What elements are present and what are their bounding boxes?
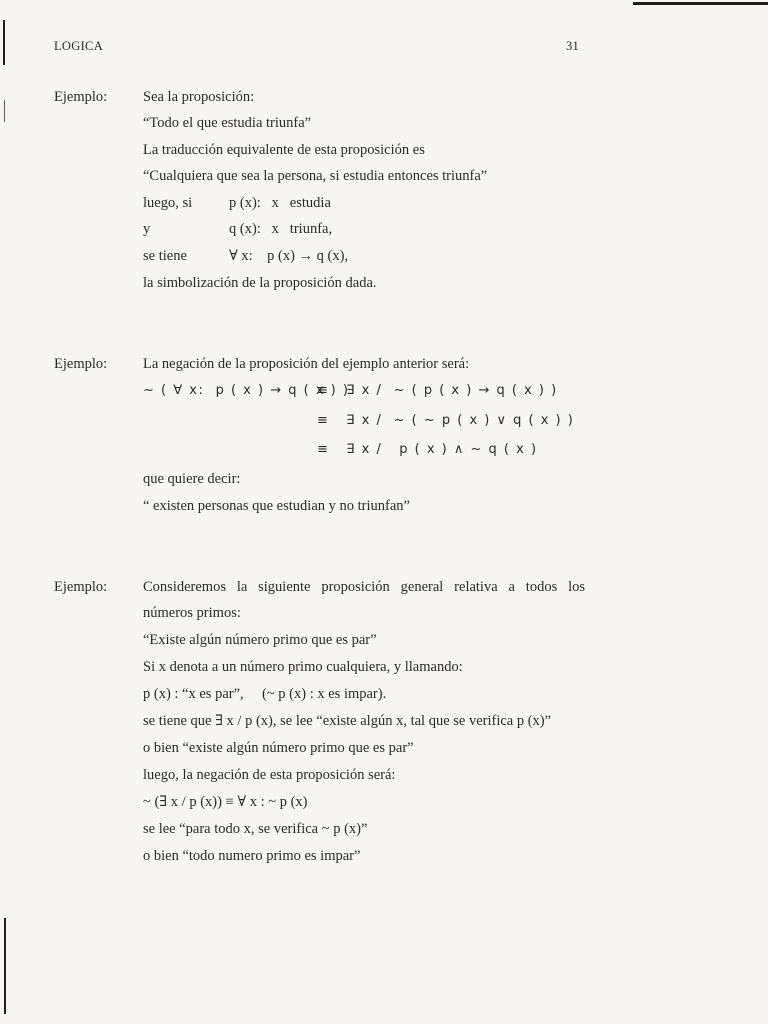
example-label: Ejemplo:	[54, 579, 108, 595]
text-line: se lee “para todo x, se verifica ~ p (x)”	[143, 821, 368, 837]
formula: ≡ ∃ x / p ( x ) ∧ ~ q ( x )	[317, 442, 538, 457]
text-line: Consideremos la siguiente proposición general relativa a todos los	[143, 579, 585, 595]
scan-left-mark	[4, 100, 5, 122]
running-header: LOGICA	[54, 39, 104, 53]
formula: ∀ x: p (x) → q (x),	[229, 248, 349, 264]
text-line: p (x) : “x es par”,	[143, 686, 244, 702]
page-number: 31	[566, 39, 580, 53]
scan-left-mark	[4, 918, 6, 1014]
text-line: o bien “existe algún número primo que es par”	[143, 740, 414, 756]
text-line: (~ p (x) : x es impar).	[262, 686, 387, 702]
text-line: o bien “todo numero primo es impar”	[143, 848, 361, 864]
text-line: “Todo el que estudia triunfa”	[143, 115, 312, 131]
scan-top-rule	[633, 2, 768, 5]
text-line: luego, si	[143, 195, 193, 211]
formula: p (x): x estudia	[229, 195, 331, 211]
scan-left-mark	[3, 20, 5, 65]
text-line: “Cualquiera que sea la persona, si estudia entonces triunfa”	[143, 168, 488, 184]
text-line: Sea la proposición:	[143, 89, 255, 105]
text-line: y	[143, 221, 151, 237]
text-line: Si x denota a un número primo cualquiera, y llamando:	[143, 659, 463, 675]
text-line: la simbolización de la proposición dada.	[143, 275, 377, 291]
formula: ≡ ∃ x / ~ ( p ( x ) → q ( x ) )	[317, 383, 558, 398]
formula: ~ (∃ x / p (x)) ≡ ∀ x : ~ p (x)	[143, 794, 308, 810]
example-label: Ejemplo:	[54, 356, 108, 372]
text-line: se tiene	[143, 248, 187, 264]
example-label: Ejemplo:	[54, 89, 108, 105]
text-line: se tiene que ∃ x / p (x), se lee “existe algún x, tal que se verifica p (x)”	[143, 713, 552, 729]
text-line: “Existe algún número primo que es par”	[143, 632, 377, 648]
text-line: “ existen personas que estudian y no triunfan”	[143, 498, 410, 514]
formula: ~ ( ∀ x: p ( x ) → q ( x ) )	[143, 383, 350, 398]
formula: ≡ ∃ x / ~ ( ~ p ( x ) ∨ q ( x ) )	[317, 413, 575, 428]
text-line: números primos:	[143, 605, 241, 621]
formula: q (x): x triunfa,	[229, 221, 333, 237]
text-line: La traducción equivalente de esta proposición es	[143, 142, 425, 158]
text-line: La negación de la proposición del ejemplo anterior será:	[143, 356, 470, 372]
text-line: luego, la negación de esta proposición será:	[143, 767, 396, 783]
text-line: que quiere decir:	[143, 471, 241, 487]
